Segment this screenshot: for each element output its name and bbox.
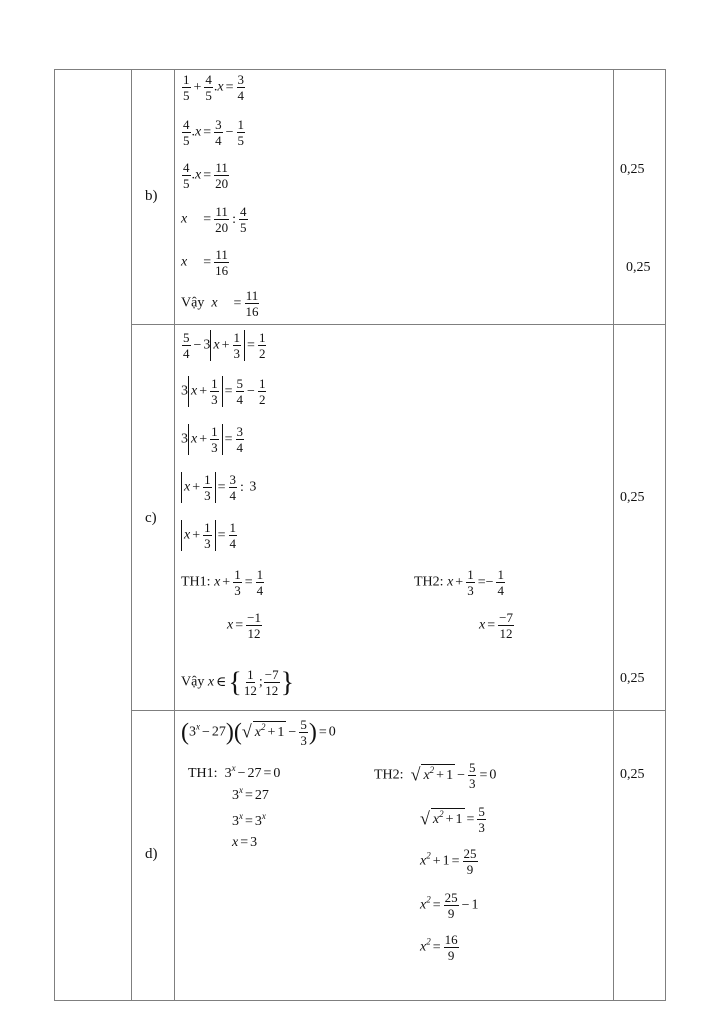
- part-b-step-5: x = $\frac{11}{16}$: [181, 247, 229, 278]
- part-c-score-2: 0,25: [620, 671, 645, 686]
- part-b-label: b): [145, 188, 158, 204]
- part-c-case2: TH2: x + $\frac{1}{3}$ =− $\frac{1}{4}$: [414, 567, 504, 598]
- part-c-case1: TH1: x + $\frac{1}{3}$ = $\frac{1}{4}$: [181, 567, 264, 598]
- part-d-label: d): [145, 846, 158, 862]
- table-divider-content: [174, 69, 175, 1001]
- part-d-case1-step-4: x = 3: [232, 835, 258, 850]
- part-d-case2-step-3: $x^2 + 1$ = $\frac{25}{9}$: [420, 846, 477, 877]
- table-border-top: [54, 69, 666, 70]
- table-border-right: [665, 69, 666, 1001]
- part-b-conclusion: Vậy x = $\frac{11}{16}$: [181, 288, 259, 319]
- row-divider-c-d: [131, 710, 666, 711]
- table-divider-label: [131, 69, 132, 1001]
- part-b-conclusion-prefix: Vậy: [181, 295, 205, 311]
- part-c-case2-label: TH2:: [414, 574, 444, 590]
- table-border-left: [54, 69, 55, 1001]
- part-c-step-3: 3 x + $\frac{1}{3}$ = $\frac{3}{4}$: [181, 424, 244, 455]
- part-c-case2-result: x = $\frac{-7}{12}$: [479, 610, 513, 641]
- part-c-step-5: x + $\frac{1}{3}$ = $\frac{1}{4}$: [181, 520, 238, 551]
- part-b-step-2: $\frac{4}{5}$ .x = $\frac{3}{4}$ − $\frac{1}{5}$: [183, 117, 245, 148]
- part-c-label: c): [145, 510, 157, 526]
- part-d-case2-step-5: $x^2$ = $\frac{16}{9}$: [420, 932, 458, 963]
- part-d-equation: $(3^x - 27)(√$ $x^2 + 1$ − $\frac{5}{3}$ ) = 0: [181, 717, 336, 748]
- part-b-score-1: 0,25: [620, 162, 645, 177]
- part-b-step-4: x = $\frac{11}{20}$ : $\frac{4}{5}$: [181, 204, 247, 235]
- part-c-case1-label: TH1:: [181, 574, 211, 590]
- part-b-step-3: $\frac{4}{5}$ .x = $\frac{11}{20}$: [183, 160, 229, 191]
- part-d-case2: TH2: √ $x^2 + 1$ − $\frac{5}{3}$ = 0: [374, 760, 497, 791]
- part-c-step-4: x + $\frac{1}{3}$ = $\frac{3}{4}$ : 3: [181, 472, 256, 503]
- part-d-case1-step-3: $3^x = 3^x$: [232, 811, 266, 829]
- part-d-case2-step-2: √ $x^2 + 1$ = $\frac{5}{3}$: [420, 804, 485, 835]
- part-d-case2-step-4: $x^2$ = $\frac{25}{9}$ − 1: [420, 890, 479, 921]
- part-c-step-1: $\frac{5}{4}$ − 3 x + $\frac{1}{3}$ = $\frac{1}{2}$: [183, 330, 266, 361]
- part-d-case1-step-2: $3^x = 27$: [232, 785, 269, 803]
- part-b-step-1: $\frac{1}{5}$ + $\frac{4}{5}$ .x = $\frac{3}{4}$: [183, 72, 245, 103]
- part-d-case1-label: TH1:: [188, 766, 218, 781]
- part-d-case1: TH1: $3^x - 27 = 0$: [188, 763, 281, 781]
- part-c-conclusion: Vậy x ∈{ $\frac{1}{12}$ ; $\frac{-7}{12}$ }: [181, 667, 295, 699]
- part-d-case2-label: TH2:: [374, 767, 404, 783]
- part-d-score-1: 0,25: [620, 767, 645, 782]
- part-c-step-2: 3 x + $\frac{1}{3}$ = $\frac{5}{4}$ − $\frac{1}{2}$: [181, 376, 266, 407]
- row-divider-b-c: [131, 324, 666, 325]
- table-border-bottom: [54, 1000, 666, 1001]
- part-b-score-2: 0,25: [626, 260, 651, 275]
- part-c-case1-result: x = $\frac{-1}{12}$: [227, 610, 261, 641]
- part-c-score-1: 0,25: [620, 490, 645, 505]
- part-c-conclusion-prefix: Vậy: [181, 674, 205, 690]
- table-divider-score: [613, 69, 614, 1001]
